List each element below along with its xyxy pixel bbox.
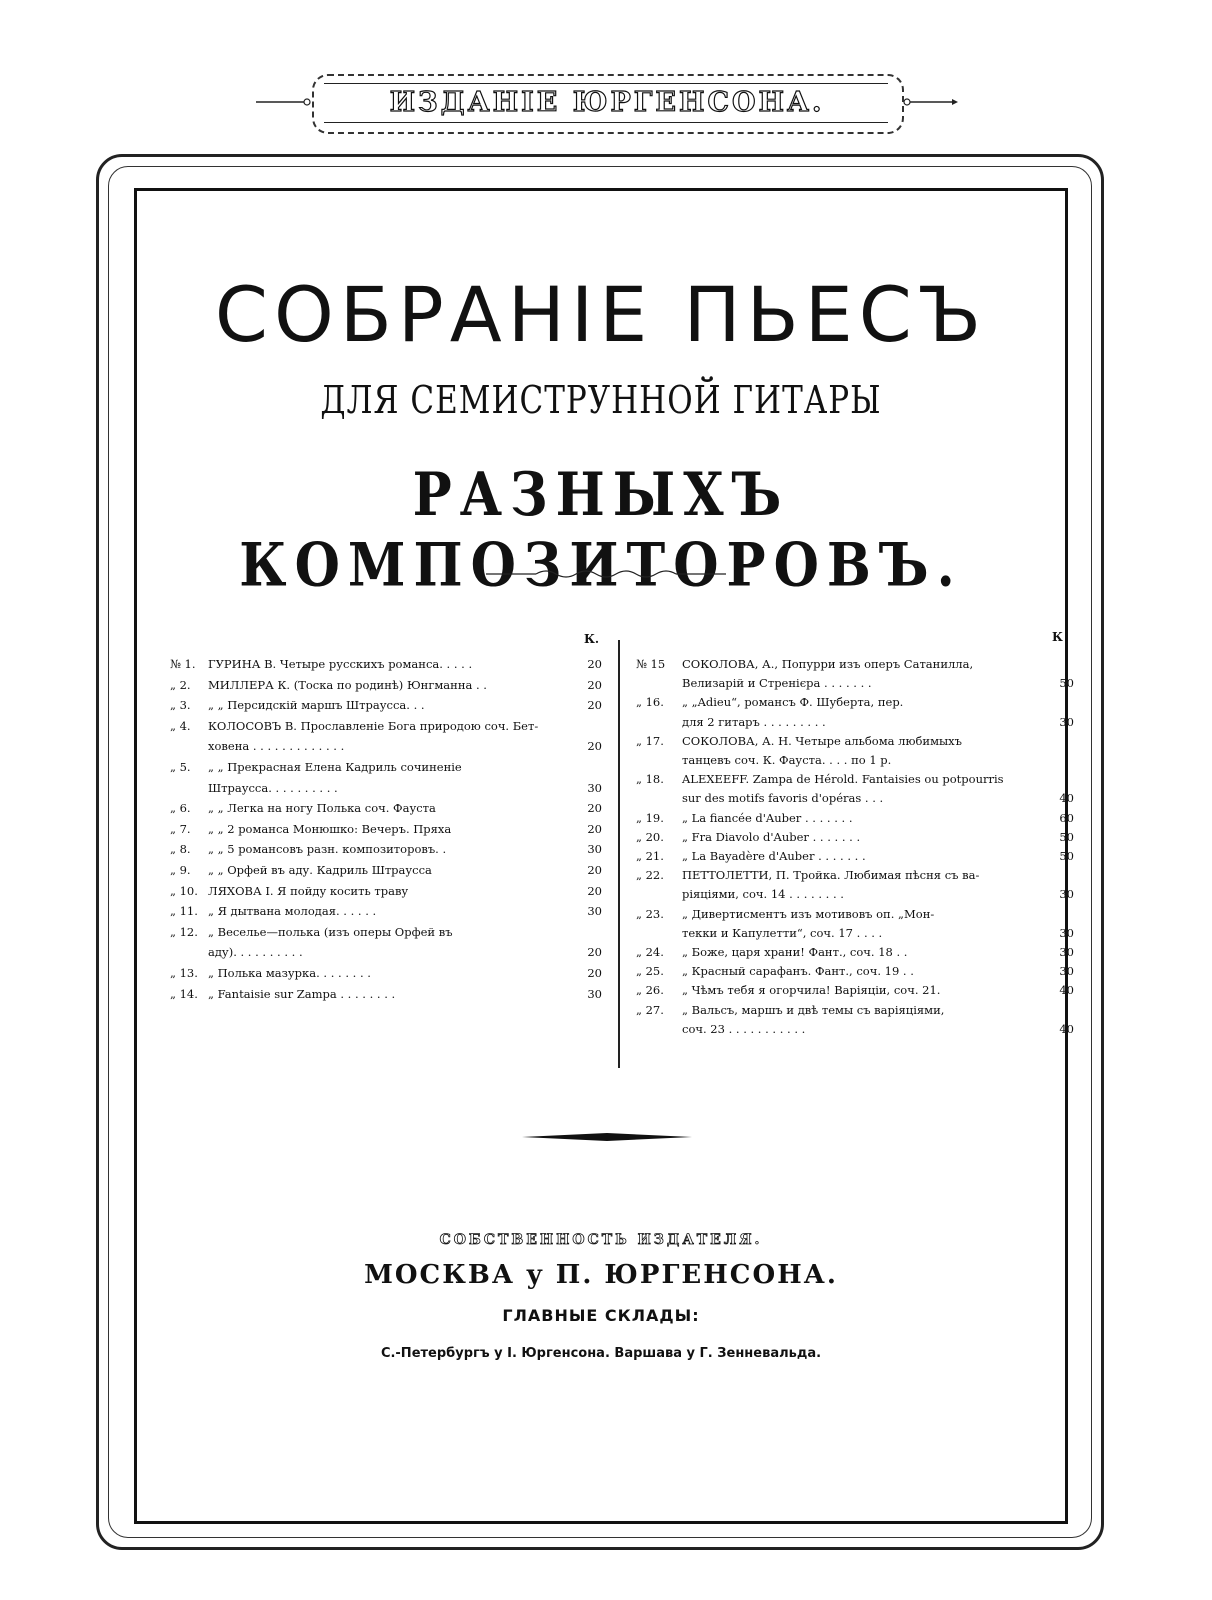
listing-row xyxy=(170,782,602,796)
piece-number: „ 10. xyxy=(170,883,198,898)
piece-number: „ 14. xyxy=(170,986,198,1001)
piece-price: 50 xyxy=(1059,829,1074,844)
piece-title: „ Боже, царя храни! Фант., соч. 18 . . xyxy=(682,945,908,959)
piece-number: „ 3. xyxy=(170,698,191,713)
piece-price: 40 xyxy=(1059,1021,1074,1036)
piece-title: текки и Капулетти“, соч. 17 . . . . xyxy=(682,925,883,940)
piece-title: ALEXEEFF. Zampa de Hérold. Fantaisies ou potpourris xyxy=(682,772,1004,787)
left-column-price-header: К. xyxy=(584,632,600,646)
listing-row xyxy=(170,823,602,837)
piece-price: 40 xyxy=(1059,983,1074,998)
listing-row xyxy=(636,1004,1074,1018)
piece-title: ЛЯХОВА I. Я пойду косить траву xyxy=(208,883,409,898)
piece-price: 30 xyxy=(1059,925,1074,940)
piece-price: 30 xyxy=(587,904,602,919)
title-ornament xyxy=(486,568,726,580)
piece-title: ПЕТТОЛЕТТИ, П. Тройка. Любимая пѣсня съ ва- xyxy=(682,868,980,883)
listing-row xyxy=(636,1023,1074,1037)
piece-title: „ La Bayadère d'Auber . . . . . . . xyxy=(682,849,866,863)
imprint-publisher: МОСКВА у П. ЮРГЕНСОНА. xyxy=(364,1260,838,1290)
piece-number: № 1. xyxy=(170,657,196,671)
listing-row xyxy=(170,679,602,693)
piece-title: „ Чѣмъ тебя я огорчила! Варіяціи, соч. 21. xyxy=(682,983,941,998)
listing-row xyxy=(170,843,602,857)
piece-title: „ Я дытвана молодая. . . . . . xyxy=(208,904,377,919)
piece-price: 30 xyxy=(1059,714,1074,729)
listing-row xyxy=(636,888,1074,902)
piece-number: „ 26. xyxy=(636,983,664,998)
piece-title: sur des motifs favoris d'opéras . . . xyxy=(682,791,884,806)
piece-number: „ 22. xyxy=(636,868,664,883)
piece-number: „ 9. xyxy=(170,863,191,877)
imprint-ownership: СОБСТВЕННОСТЬ ИЗДАТЕЛЯ. xyxy=(439,1232,763,1248)
piece-title: аду). . . . . . . . . . xyxy=(208,945,303,960)
piece-price: 30 xyxy=(587,842,602,857)
piece-number: „ 16. xyxy=(636,695,664,710)
piece-title: соч. 23 . . . . . . . . . . . xyxy=(682,1021,806,1036)
piece-title: СОКОЛОВА, А., Попурри изъ оперъ Сатанилла, xyxy=(682,657,974,671)
piece-title: „ „ Орфей въ аду. Кадриль Штраусса xyxy=(208,863,432,877)
piece-title: „ Красный сарафанъ. Фант., соч. 19 . . xyxy=(682,964,914,979)
piece-number: „ 23. xyxy=(636,906,664,921)
listing-row xyxy=(170,926,602,940)
piece-title: МИЛЛЕРА К. (Тоска по родинѣ) Юнгманна . . xyxy=(208,677,487,692)
banner-text: ИЗДАНІЕ ЮРГЕНСОНА. xyxy=(389,87,825,118)
listing-row xyxy=(636,735,1074,749)
piece-price: 50 xyxy=(1059,676,1074,691)
piece-price: 20 xyxy=(587,698,602,713)
piece-title: „ Веселье—полька (изъ оперы Орфей въ xyxy=(208,924,453,939)
piece-title: „ „ 2 романса Монюшко: Вечеръ. Пряха xyxy=(208,821,452,836)
piece-title: „ „ 5 романсовъ разн. композиторовъ. . xyxy=(208,842,447,857)
piece-title: „ „ Прекрасная Елена Кадриль сочиненіе xyxy=(208,760,462,774)
piece-number: „ 20. xyxy=(636,829,664,844)
piece-title: „ Fra Diavolo d'Auber . . . . . . . xyxy=(682,829,861,844)
publisher-banner xyxy=(312,74,902,132)
page-subtitle: ДЛЯ СЕМИСТРУННОЙ ГИТАРЫ xyxy=(320,378,882,423)
bottom-ornament xyxy=(522,1130,692,1144)
piece-number: „ 19. xyxy=(636,810,664,825)
listing-row xyxy=(636,696,1074,710)
piece-price: 20 xyxy=(587,883,602,898)
piece-number: „ 18. xyxy=(636,772,664,787)
listing-row xyxy=(170,658,602,672)
listing-row xyxy=(170,802,602,816)
piece-number: „ 13. xyxy=(170,966,198,980)
piece-number: „ 8. xyxy=(170,842,191,857)
piece-title: „ Вальсъ, маршъ и двѣ темы съ варіяціями, xyxy=(682,1002,945,1017)
listing-row xyxy=(170,740,602,754)
piece-price: 30 xyxy=(587,780,602,795)
piece-number: „ 24. xyxy=(636,945,664,959)
listing-row xyxy=(636,792,1074,806)
listing-row xyxy=(636,869,1074,883)
piece-price: 20 xyxy=(587,945,602,960)
listing-row xyxy=(636,850,1074,864)
listing-row xyxy=(636,716,1074,730)
piece-title: КОЛОСОВЪ В. Прославленіе Бога природою соч. Бет- xyxy=(208,718,539,733)
piece-title: ріяціями, соч. 14 . . . . . . . . xyxy=(682,887,844,902)
listing-row xyxy=(170,761,602,775)
piece-price: 20 xyxy=(587,657,602,671)
listing-row xyxy=(170,720,602,734)
piece-number: „ 11. xyxy=(170,904,198,919)
listing-row xyxy=(636,984,1074,998)
piece-price: 30 xyxy=(1059,945,1074,959)
listing-row xyxy=(636,812,1074,826)
listing-row xyxy=(636,658,1074,672)
imprint-warehouses: С.-Петербургъ у I. Юргенсона. Варшава у Г. Зенневальда. xyxy=(380,1346,822,1361)
piece-title: ховена . . . . . . . . . . . . . xyxy=(208,739,345,754)
piece-number: „ 21. xyxy=(636,849,664,863)
piece-title: „ Дивертисментъ изъ мотивовъ оп. „Мон- xyxy=(682,906,935,921)
piece-number: „ 2. xyxy=(170,677,191,692)
listing-row xyxy=(170,988,602,1002)
piece-price: 20 xyxy=(587,821,602,836)
listing-row xyxy=(636,946,1074,960)
piece-title: „ „Adieu“, романсъ Ф. Шуберта, пер. xyxy=(682,695,904,710)
page-title: СОБРАНІЕ ПЬЕСЪ xyxy=(214,270,988,359)
listing-row xyxy=(170,905,602,919)
listing-row xyxy=(636,754,1074,768)
piece-number: „ 5. xyxy=(170,760,191,774)
piece-title: „ La fiancée d'Auber . . . . . . . xyxy=(682,810,853,825)
listing-row xyxy=(170,946,602,960)
banner-ornament-right xyxy=(902,97,958,107)
listing-row xyxy=(636,831,1074,845)
piece-price: 20 xyxy=(587,863,602,877)
piece-title: Велизарій и Стренієра . . . . . . . xyxy=(682,676,872,691)
piece-title: СОКОЛОВА, А. Н. Четыре альбома любимыхъ xyxy=(682,733,962,748)
piece-price: 30 xyxy=(587,986,602,1001)
listing-row xyxy=(170,885,602,899)
column-divider xyxy=(618,640,620,1068)
piece-title: танцевъ соч. К. Фауста. . . . по 1 р. xyxy=(682,753,892,767)
right-column-price-header: К xyxy=(1052,630,1063,644)
piece-number: „ 25. xyxy=(636,964,664,979)
piece-price: 40 xyxy=(1059,791,1074,806)
listing-row xyxy=(636,965,1074,979)
piece-title: ГУРИНА В. Четыре русскихъ романса. . . . . xyxy=(208,657,473,671)
page-subtitle-composers: РАЗНЫХЪ КОМПОЗИТОРОВЪ. xyxy=(239,460,963,601)
piece-number: № 15 xyxy=(636,657,666,671)
imprint-warehouses-heading: ГЛАВНЫЕ СКЛАДЫ: xyxy=(502,1306,700,1325)
listing-row xyxy=(636,927,1074,941)
piece-price: 20 xyxy=(587,739,602,754)
piece-number: „ 7. xyxy=(170,821,191,836)
piece-title: „ Полька мазурка. . . . . . . . xyxy=(208,966,371,980)
listing-row xyxy=(636,773,1074,787)
piece-price: 50 xyxy=(1059,849,1074,863)
listing-row xyxy=(170,967,602,981)
piece-number: „ 17. xyxy=(636,733,664,748)
banner-ornament-left xyxy=(256,97,312,107)
piece-number: „ 4. xyxy=(170,718,191,733)
piece-number: „ 27. xyxy=(636,1002,664,1017)
piece-price: 60 xyxy=(1059,810,1074,825)
piece-price: 30 xyxy=(1059,887,1074,902)
piece-number: „ 12. xyxy=(170,924,198,939)
listing-row xyxy=(636,677,1074,691)
piece-price: 20 xyxy=(587,677,602,692)
piece-title: „ „ Легка на ногу Полька соч. Фауста xyxy=(208,801,436,816)
piece-title: Штраусса. . . . . . . . . . xyxy=(208,780,338,795)
listing-row xyxy=(636,908,1074,922)
piece-price: 20 xyxy=(587,966,602,980)
piece-price: 30 xyxy=(1059,964,1074,979)
piece-title: для 2 гитаръ . . . . . . . . . xyxy=(682,714,826,729)
piece-title: „ Fantaisie sur Zampa . . . . . . . . xyxy=(208,986,396,1001)
listing-row xyxy=(170,699,602,713)
piece-number: „ 6. xyxy=(170,801,191,816)
listing-row xyxy=(170,864,602,878)
piece-price: 20 xyxy=(587,801,602,816)
piece-title: „ „ Персидскій маршъ Штраусса. . . xyxy=(208,698,425,713)
